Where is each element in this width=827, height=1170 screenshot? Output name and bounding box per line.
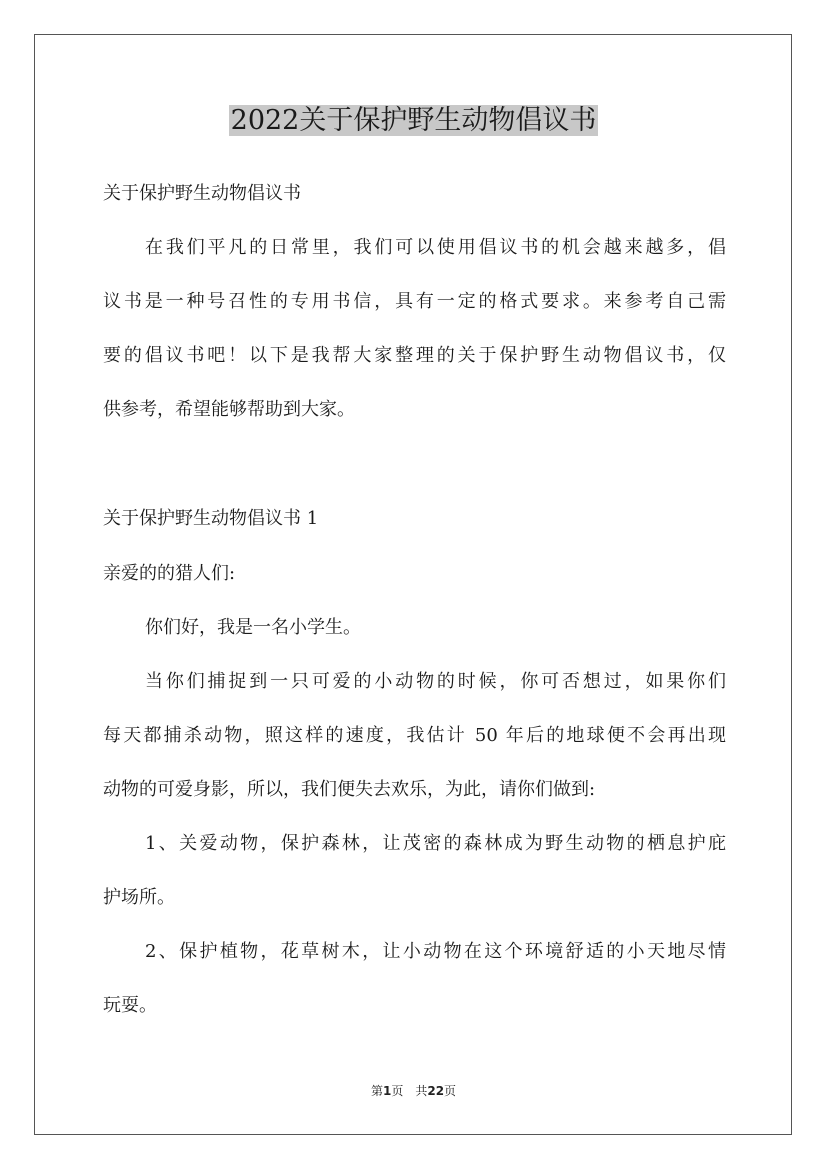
intro-heading: 关于保护野生动物倡议书 — [103, 183, 301, 204]
item2-line-1: 2、保护植物，花草树木，让小动物在这个环境舒适的小天地尽情 — [145, 941, 726, 962]
footer-total-prefix: 共 — [415, 1084, 428, 1098]
para1-line-2: 每天都捕杀动物，照这样的速度，我估计 50 年后的地球便不会再出现 — [103, 725, 726, 746]
salutation: 亲爱的的猎人们: — [103, 563, 236, 584]
para1-line-1: 当你们捕捉到一只可爱的小动物的时候，你可否想过，如果你们 — [145, 671, 726, 692]
intro-line-2: 议书是一种号召性的专用书信，具有一定的格式要求。来参考自己需 — [103, 291, 726, 312]
greeting: 你们好，我是一名小学生。 — [145, 617, 361, 638]
footer-total-suffix: 页 — [444, 1084, 457, 1098]
item2-line-2: 玩耍。 — [103, 995, 157, 1016]
footer-page-prefix: 第 — [370, 1084, 383, 1098]
footer-page-total: 22 — [427, 1084, 445, 1098]
section-heading: 关于保护野生动物倡议书 1 — [103, 508, 319, 529]
page-footer — [0, 1083, 827, 1099]
footer-page-mid: 页 — [391, 1084, 404, 1098]
item1-line-1: 1、关爱动物，保护森林，让茂密的森林成为野生动物的栖息护庇 — [145, 833, 726, 854]
intro-line-4: 供参考，希望能够帮助到大家。 — [103, 399, 355, 420]
item1-line-2: 护场所。 — [103, 887, 175, 908]
para1-line-3: 动物的可爱身影，所以，我们便失去欢乐，为此，请你们做到: — [103, 779, 596, 800]
intro-line-1: 在我们平凡的日常里，我们可以使用倡议书的机会越来越多，倡 — [145, 237, 726, 258]
document-title: 2022关于保护野生动物倡议书 — [230, 105, 597, 136]
intro-line-3: 要的倡议书吧！以下是我帮大家整理的关于保护野生动物倡议书，仅 — [103, 345, 726, 366]
footer-page-current: 1 — [382, 1084, 392, 1098]
